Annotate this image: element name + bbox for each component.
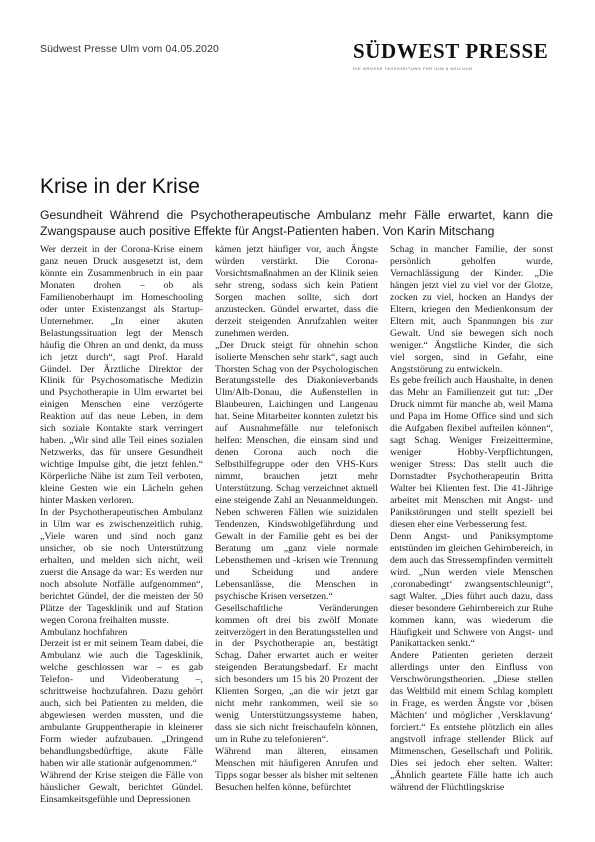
paragraph: Während man älteren, einsamen Menschen mit häufigeren Anrufen und Tipps sogar besser als bisher mit seltenen Besuchen helfen könne, befürchtet — [215, 746, 378, 793]
paragraph: Denn Angst- und Paniksymptome entstünden im gleichen Gehirnbereich, in dem auch das Stressempfinden vermittelt wird. „Nun werden viele Menschen ‚coronabedingt‘ zwangsentschleunigt“, sagt Walter. „Dies führt auch dazu, dass dieser besondere Gehirnbereich zur Ruhe kommen kann, was wiederum die Häufigkeit und Schwere von Angst- und Panikattacken senkt.“ — [390, 530, 553, 650]
paragraph: Gesellschaftliche Veränderungen kommen oft drei bis zwölf Monate zeitverzögert in den Beratungsstellen und in der Psychotherapie an, bestätigt Schag. Daher erwartet auch er weiter steigenden Beratungsbedarf. Er macht sich besonders um 15 bis 20 Prozent der Klienten Sorgen, „an die wir jetzt gar nicht mehr rankommen, weil sie so wenig Unterstützungssysteme haben, dass sie sich nicht freischaufeln können, um in Ruhe zu telefonieren“. — [215, 602, 378, 746]
paragraph: Während der Krise steigen die Fälle von häuslicher Gewalt, berichtet Gündel. Einsamkeitsgefühle und Depressionen — [40, 769, 203, 804]
masthead — [353, 40, 558, 71]
paragraph: kämen jetzt häufiger vor, auch Ängste würden verstärkt. Die Corona-Vorsichtsmaßnahmen an der Klinik seien sehr streng, sodass sich kein Patient Sorgen machen sollte, sich dort anzustecken. Gündel erwartet, dass die derzeit steigenden Anrufzahlen weiter zunehmen werden. — [215, 244, 378, 339]
paragraph: Schag in mancher Familie, der sonst persönlich geholfen wurde, Vernachlässigung der Kinder. „Die hängen jetzt viel zu viel vor der Glotze, zocken zu viel, hocken an Handys der Eltern, kriegen den Medienkonsum der Eltern mit, auch Spannungen bis zur Gewalt. Und sie bewegen sich noch weniger.“ Ängstliche Kinder, die sich viel sorgen, sind in Gefahr, eine Angststörung zu entwickeln. — [390, 244, 553, 375]
paragraph: Derzeit ist er mit seinem Team dabei, die Ambulanz wie auch die Tagesklinik, welche geschlossen war – es gab Telefon- und Videoberatung –, schrittweise hochzufahren. Dazu gehört auch, sich bei Patienten zu melden, die abgewiesen werden mussten, und die ambulante Gruppentherapie in kleinerer Form wieder aufzubauen. „Dringend behandlungsbedürftige, akute Fälle haben wir alle stationär aufgenommen.“ — [40, 638, 203, 769]
paragraph: „Der Druck steigt für ohnehin schon isolierte Menschen sehr stark“, sagt auch Thorsten Schag von der Psychologischen Beratungsstelle des Diakonieverbands Ulm/Alb-Donau, die Außenstellen in Blaubeuren, Laichingen und Langenau hat. Seine Mitarbeiter konnten zuletzt bis auf Ausnahmefälle nur telefonisch helfen: Menschen, die einsam sind und denen Corona auch noch die Selbsthilfegruppe oder den VHS-Kurs nimmt, brauchen jetzt mehr Unterstützung. Schag verzeichnet aktuell eine steigende Zahl an Neuanmeldungen. Neben schweren Fällen wie suizidalen Tendenzen, Kindswohlgefährdung und Gewalt in der Familie geht es bei der Beratung um „ganz viele normale Lebensthemen und -krisen wie Trennung und Scheidung und andere Lebensanlässe, die Menschen in psychische Krisen versetzen.“ — [215, 339, 378, 602]
section-heading: Ambulanz hochfahren — [40, 626, 128, 638]
column-2 — [215, 244, 378, 804]
paragraph: In der Psychotherapeutischen Ambulanz in Ulm war es zwischenzeitlich ruhig. „Viele waren und sind noch ganz unsicher, ob sie noch Unterstützung erhalten, und melden sich nicht, weil zuerst die Ansage da war: Es werden nur noch absolute Notfälle aufgenommen“, berichtet Gündel, der die meisten der 50 Plätze der Tagesklinik und auf Station wegen Corona freihalten musste. — [40, 506, 203, 626]
masthead-tagline: DIE GROSSE TAGESZEITUNG FÜR ULM & NEU-ULM — [353, 66, 473, 71]
paragraph: Es gebe freilich auch Haushalte, in denen das Mehr an Familienzeit gut tut: „Der Druck nimmt für manche ab, weil Mama und Papa im Home Office sind und sich die Aufgaben flexibel aufteilen können“, sagt Schag. Weniger Freizeittermine, weniger Hobby-Verpflichtungen, weniger Stress: Das stellt auch die Dornstadter Psychotherapeutin Britta Walter bei Klienten fest. Die 41-Jährige arbeitet mit Menschen mit Angst- und Panikstörungen und stellt speziell bei diesen eher eine Verbesserung fest. — [390, 375, 553, 530]
masthead-title: SÜDWEST PRESSE — [353, 39, 549, 63]
paragraph: Wer derzeit in der Corona-Krise einem ganz neuen Druck ausgesetzt ist, dem könnte ein Zusammenbruch in ein paar Monaten drohen – ob als Familienoberhaupt im Homeschooling oder unter Existenzangst als Startup-Unternehmer. „In einer akuten Belastungssituation legt der Mensch häufig die Ohren an und denkt, da muss ich jetzt durch“, sagt Prof. Harald Gündel. Der Ärztliche Direktor der Klinik für Psychosomatische Medizin und Psychotherapie in Ulm erwartet bei einigen Menschen eine verzögerte Reaktion auf das neue Leben, in dem sich soziale Kontakte stark verringert haben. „Wir sind alle Teil eines sozialen Netzwerks, das für unsere Gesundheit wichtige Impulse gibt, die jetzt fehlen.“ Körperliche Nähe ist zum Teil verboten, kleine Gesten wie ein Lächeln gehen hinter Masken verloren. — [40, 244, 203, 507]
article-body — [40, 244, 553, 804]
source-line: Südwest Presse Ulm vom 04.05.2020 — [40, 43, 219, 55]
column-1 — [40, 244, 203, 804]
article-subhead: Gesundheit Während die Psychotherapeutische Ambulanz mehr Fälle erwartet, kann die Zwangspause auch positive Effekte für Angst-Patienten haben. Von Karin Mitschang — [40, 208, 553, 238]
article-headline: Krise in der Krise — [40, 175, 200, 198]
paragraph: Andere Patienten gerieten derzeit allerdings unter den Einfluss von Verschwörungstheorien. „Diese stellen das Weltbild mit einem Schlag komplett in Frage, es werden Ängste vor ‚bösen Mächten‘ und möglicher ‚Versklavung‘ forciert.“ Es entstehe plötzlich ein alles angstvoll infrage stellender Blick auf Mitmenschen, Gesellschaft und Politik. Dies sei jedoch eher selten. Walter: „Ähnlich geartete Fälle hatte ich auch während der Flüchtlingskrise — [390, 650, 553, 793]
column-3 — [390, 244, 553, 804]
